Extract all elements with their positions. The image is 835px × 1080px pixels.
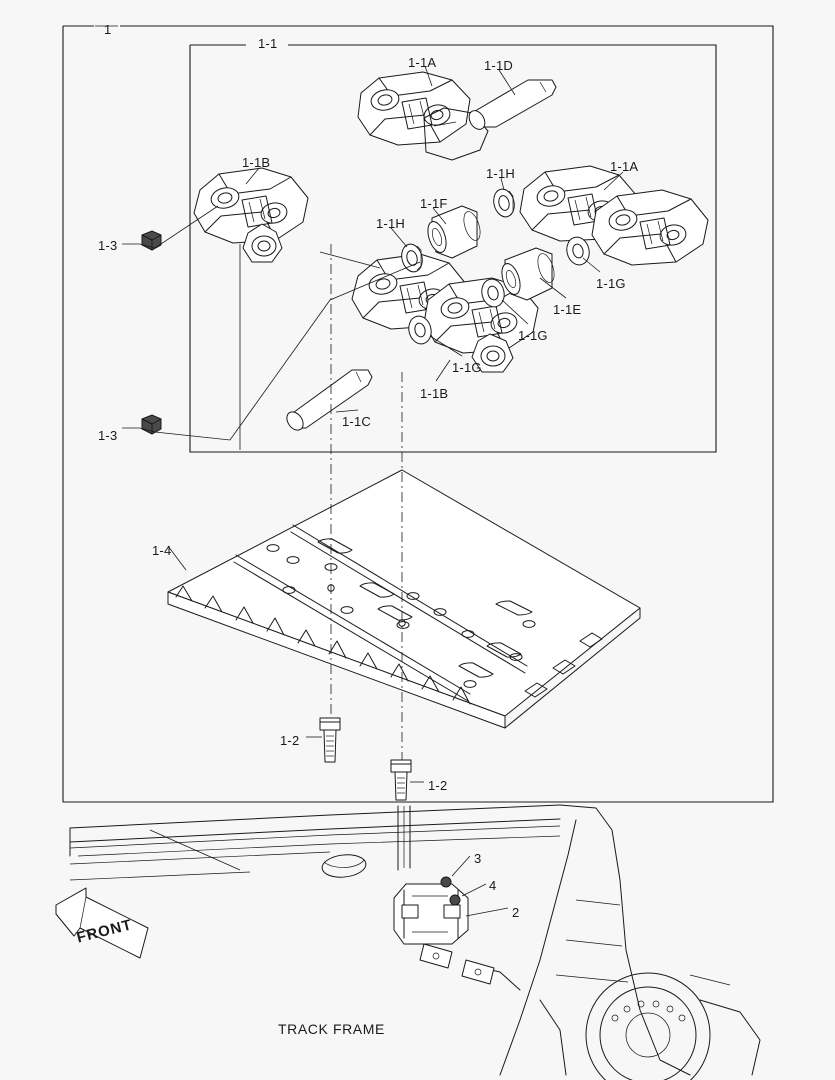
callout-3: 3 (474, 851, 482, 866)
front-arrow-label: FRONT (75, 916, 135, 947)
callout-1: 1 (104, 22, 112, 37)
callout-2: 2 (512, 905, 520, 920)
callout-1-4: 1-4 (152, 543, 172, 558)
caption-track-frame: TRACK FRAME (278, 1021, 385, 1037)
callout-1-1a-right: 1-1A (610, 159, 639, 174)
callout-1-3-bottom: 1-3 (98, 428, 118, 443)
callout-1-1e: 1-1E (553, 302, 582, 317)
callout-1-1c: 1-1C (342, 414, 371, 429)
callout-1-2-right: 1-2 (428, 778, 448, 793)
callout-1-3-top: 1-3 (98, 238, 118, 253)
callout-1-1g-right: 1-1G (596, 276, 626, 291)
callout-1-1h-left: 1-1H (376, 216, 405, 231)
callout-1-1h-right: 1-1H (486, 166, 515, 181)
callout-1-1: 1-1 (258, 36, 278, 51)
callout-1-1f: 1-1F (420, 196, 448, 211)
callout-1-1b-mid: 1-1B (420, 386, 449, 401)
callout-1-1g-mid: 1-1G (518, 328, 548, 343)
callout-1-1g-low: 1-1G (452, 360, 482, 375)
callout-1-1b-left: 1-1B (242, 155, 271, 170)
callout-4: 4 (489, 878, 497, 893)
callout-1-1d: 1-1D (484, 58, 513, 73)
callout-1-1a-top: 1-1A (408, 55, 437, 70)
callout-1-2-left: 1-2 (280, 733, 300, 748)
